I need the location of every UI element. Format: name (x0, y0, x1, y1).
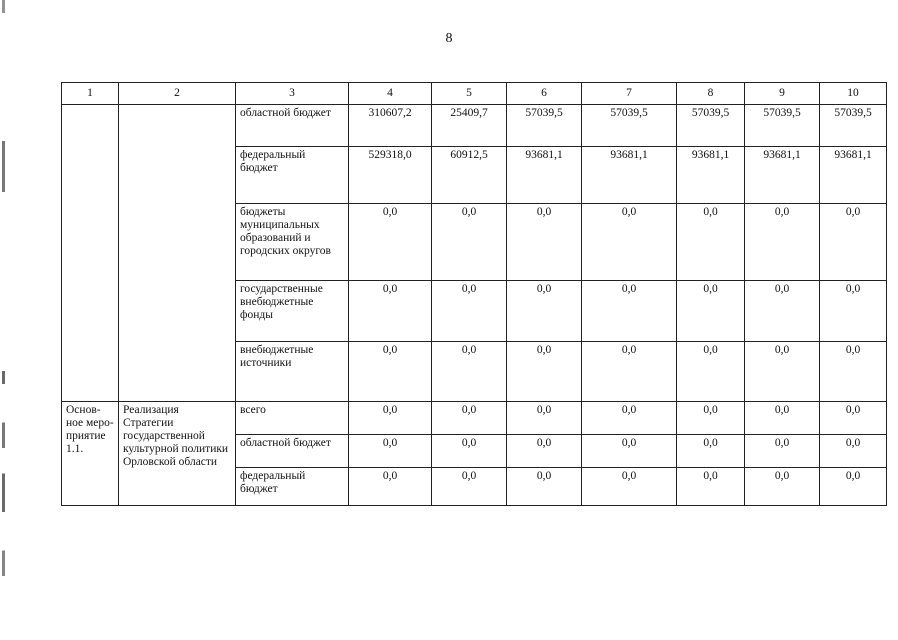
funding-source-label: государственные внебюджетные фонды (236, 281, 349, 342)
value-cell: 0,0 (349, 435, 432, 468)
value-cell: 93681,1 (582, 147, 677, 204)
value-cell: 0,0 (432, 435, 507, 468)
value-cell: 0,0 (677, 342, 745, 402)
value-cell: 0,0 (507, 402, 582, 435)
value-cell: 0,0 (582, 281, 677, 342)
value-cell: 0,0 (349, 402, 432, 435)
value-cell: 0,0 (745, 281, 820, 342)
column-header: 4 (349, 83, 432, 105)
value-cell: 0,0 (820, 435, 887, 468)
value-cell: 57039,5 (677, 105, 745, 147)
activity-number: Основ-ное меро-приятие 1.1. (62, 402, 119, 506)
value-cell: 0,0 (507, 468, 582, 506)
value-cell: 310607,2 (349, 105, 432, 147)
value-cell: 0,0 (432, 204, 507, 281)
funding-source-label: бюджеты муниципальных образований и городских округов (236, 204, 349, 281)
activity-name: Реализация Стратегии государственной культурной политики Орловской области (119, 402, 236, 506)
value-cell: 0,0 (582, 468, 677, 506)
value-cell: 0,0 (677, 435, 745, 468)
value-cell: 60912,5 (432, 147, 507, 204)
value-cell: 0,0 (349, 204, 432, 281)
value-cell: 0,0 (820, 468, 887, 506)
value-cell: 0,0 (507, 435, 582, 468)
value-cell: 0,0 (582, 402, 677, 435)
value-cell: 0,0 (507, 342, 582, 402)
header-row (62, 83, 887, 105)
scan-edge-marks (2, 0, 5, 640)
value-cell: 0,0 (349, 342, 432, 402)
value-cell: 0,0 (820, 402, 887, 435)
value-cell: 0,0 (582, 435, 677, 468)
value-cell: 0,0 (582, 342, 677, 402)
value-cell: 0,0 (745, 402, 820, 435)
column-header: 3 (236, 83, 349, 105)
value-cell: 93681,1 (820, 147, 887, 204)
value-cell: 0,0 (677, 204, 745, 281)
value-cell: 93681,1 (677, 147, 745, 204)
value-cell: 57039,5 (582, 105, 677, 147)
value-cell: 25409,7 (432, 105, 507, 147)
value-cell: 0,0 (677, 468, 745, 506)
value-cell: 0,0 (349, 281, 432, 342)
budget-table (61, 82, 887, 506)
column-header: 7 (582, 83, 677, 105)
table-row (62, 105, 887, 147)
value-cell: 0,0 (582, 204, 677, 281)
column-header: 2 (119, 83, 236, 105)
value-cell: 57039,5 (745, 105, 820, 147)
value-cell: 0,0 (820, 342, 887, 402)
funding-source-label: внебюджетные источники (236, 342, 349, 402)
value-cell: 0,0 (432, 342, 507, 402)
table-row (62, 402, 887, 435)
funding-source-label: всего (236, 402, 349, 435)
value-cell: 0,0 (432, 402, 507, 435)
merged-empty-cell-col1 (62, 105, 119, 402)
value-cell: 57039,5 (820, 105, 887, 147)
value-cell: 93681,1 (507, 147, 582, 204)
value-cell: 0,0 (745, 468, 820, 506)
value-cell: 93681,1 (745, 147, 820, 204)
page-number: 8 (445, 31, 453, 46)
funding-source-label: областной бюджет (236, 435, 349, 468)
column-header: 6 (507, 83, 582, 105)
value-cell: 0,0 (507, 204, 582, 281)
funding-source-label: федеральный бюджет (236, 147, 349, 204)
column-header: 8 (677, 83, 745, 105)
value-cell: 0,0 (349, 468, 432, 506)
value-cell: 0,0 (820, 204, 887, 281)
value-cell: 0,0 (745, 204, 820, 281)
value-cell: 0,0 (745, 435, 820, 468)
value-cell: 0,0 (745, 342, 820, 402)
value-cell: 0,0 (432, 281, 507, 342)
value-cell: 0,0 (677, 281, 745, 342)
value-cell: 0,0 (677, 402, 745, 435)
value-cell: 529318,0 (349, 147, 432, 204)
value-cell: 0,0 (820, 281, 887, 342)
value-cell: 57039,5 (507, 105, 582, 147)
column-header: 10 (820, 83, 887, 105)
funding-source-label: федеральный бюджет (236, 468, 349, 506)
merged-empty-cell-col2 (119, 105, 236, 402)
column-header: 9 (745, 83, 820, 105)
funding-source-label: областной бюджет (236, 105, 349, 147)
value-cell: 0,0 (507, 281, 582, 342)
value-cell: 0,0 (432, 468, 507, 506)
column-header: 5 (432, 83, 507, 105)
column-header: 1 (62, 83, 119, 105)
